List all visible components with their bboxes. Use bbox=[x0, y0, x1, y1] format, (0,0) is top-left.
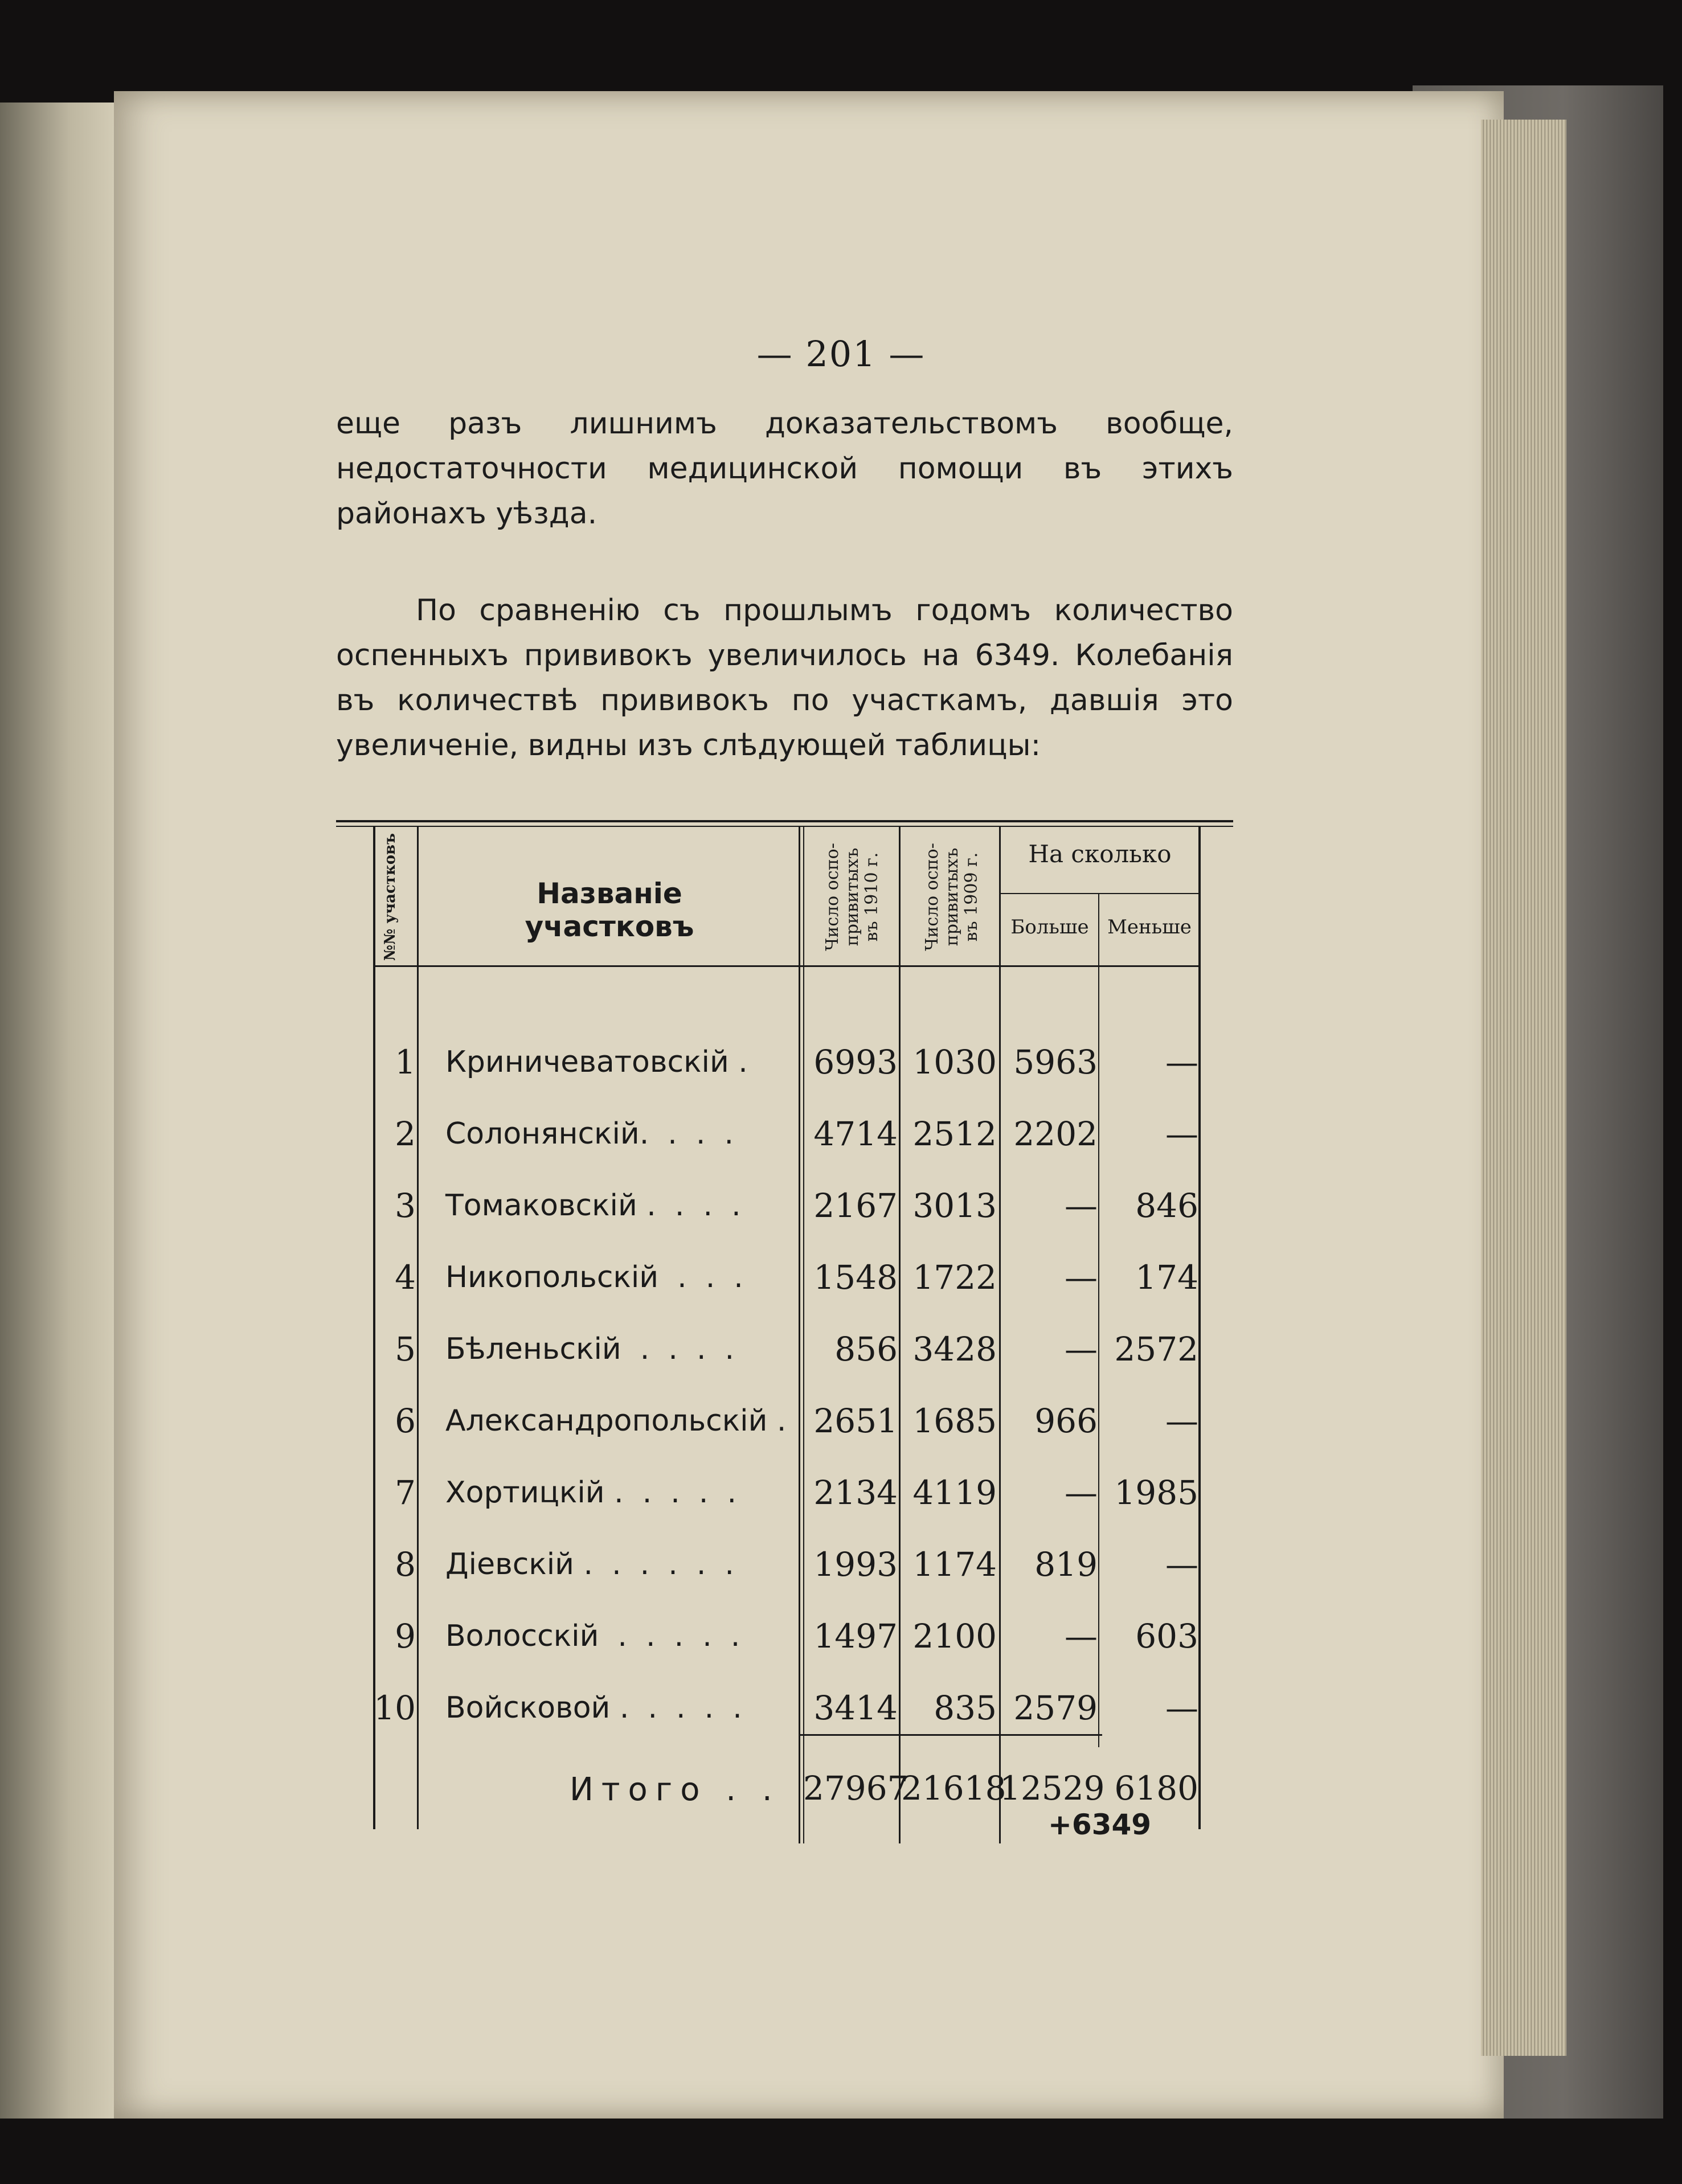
value-more: — bbox=[1065, 1258, 1098, 1297]
value-less: — bbox=[1165, 1043, 1198, 1081]
value-less: — bbox=[1165, 1689, 1198, 1727]
value-1909: 3428 bbox=[912, 1330, 997, 1368]
district-name: Томаковскій . . . . bbox=[445, 1189, 741, 1223]
value-1910: 2167 bbox=[813, 1186, 898, 1225]
value-1910: 1548 bbox=[813, 1258, 898, 1297]
value-more: 2579 bbox=[1013, 1689, 1098, 1727]
district-name: Войсковой . . . . . bbox=[445, 1691, 742, 1725]
row-number: 1 bbox=[395, 1043, 416, 1081]
value-more: 2202 bbox=[1013, 1114, 1098, 1153]
header-more: Больше bbox=[1010, 916, 1089, 939]
value-1909: 1722 bbox=[912, 1258, 997, 1297]
row-number: 7 bbox=[395, 1473, 416, 1512]
value-more: 819 bbox=[1034, 1545, 1098, 1584]
value-1909: 3013 bbox=[912, 1186, 997, 1225]
value-less: — bbox=[1165, 1402, 1198, 1440]
value-1909: 1174 bbox=[912, 1545, 997, 1584]
value-1909: 4119 bbox=[912, 1473, 997, 1512]
district-name: Волосскій . . . . . bbox=[445, 1619, 740, 1653]
district-name: Діевскій . . . . . . bbox=[445, 1547, 734, 1581]
row-number: 10 bbox=[374, 1689, 416, 1727]
value-1909: 1685 bbox=[912, 1402, 997, 1440]
paragraph-continuation: еще разъ лишнимъ доказательствомъ вообще, недостаточности медицинской помощи въ этихъ районахъ уѣзда. bbox=[336, 407, 1233, 531]
total-1909: 21618 bbox=[901, 1769, 1006, 1808]
value-more: — bbox=[1065, 1617, 1098, 1656]
value-1909: 2100 bbox=[912, 1617, 997, 1656]
row-number: 3 bbox=[395, 1186, 416, 1225]
value-1910: 856 bbox=[834, 1330, 898, 1368]
district-name: Хортицкій . . . . . bbox=[445, 1476, 736, 1510]
header-1910: Число оспо- привитыхъ въ 1910 г. bbox=[822, 843, 882, 951]
total-1910: 27967 bbox=[803, 1769, 908, 1808]
row-number: 8 bbox=[395, 1545, 416, 1584]
table-row bbox=[0, 1458, 1682, 1530]
value-less: 846 bbox=[1135, 1186, 1198, 1225]
value-more: — bbox=[1065, 1473, 1098, 1512]
value-more: 966 bbox=[1034, 1402, 1098, 1440]
row-number: 4 bbox=[395, 1258, 416, 1297]
header-less: Меньше bbox=[1107, 916, 1192, 939]
value-1909: 2512 bbox=[912, 1114, 997, 1153]
value-less: 2572 bbox=[1114, 1330, 1198, 1368]
total-row bbox=[0, 1754, 1682, 1826]
value-1910: 3414 bbox=[813, 1689, 898, 1727]
table-row bbox=[0, 1674, 1682, 1745]
header-1909: Число оспо- привитыхъ въ 1909 г. bbox=[922, 843, 981, 951]
value-less: — bbox=[1165, 1114, 1198, 1153]
total-more: 12529 bbox=[1000, 1769, 1105, 1808]
header-num: №№ участковъ bbox=[382, 833, 399, 961]
value-more: — bbox=[1065, 1330, 1098, 1368]
value-1909: 1030 bbox=[912, 1043, 997, 1081]
value-1910: 6993 bbox=[813, 1043, 898, 1081]
district-name: Криничеватовскій . bbox=[445, 1045, 748, 1079]
table-row bbox=[0, 1171, 1682, 1243]
net-difference: +6349 bbox=[1048, 1808, 1152, 1841]
value-more: — bbox=[1065, 1186, 1098, 1225]
district-name: Никопольскій . . . bbox=[445, 1260, 743, 1294]
value-1910: 1993 bbox=[813, 1545, 898, 1584]
value-more: 5963 bbox=[1013, 1043, 1098, 1081]
paragraph-comparison: По сравненію съ прошлымъ годомъ количество оспенныхъ прививокъ увеличилось на 6349. Колебанія въ количествѣ прививокъ по участкамъ, давшія это увеличеніе, видны изъ слѣдующей таблицы: bbox=[336, 593, 1233, 763]
table-row bbox=[0, 1530, 1682, 1602]
value-1910: 4714 bbox=[813, 1114, 898, 1153]
table-row bbox=[0, 1028, 1682, 1100]
value-less: 603 bbox=[1135, 1617, 1198, 1656]
page-number: — 201 — bbox=[756, 333, 926, 375]
table-row bbox=[0, 1387, 1682, 1458]
district-name: Александропольскій . bbox=[445, 1404, 787, 1438]
value-1910: 2651 bbox=[813, 1402, 898, 1440]
header-name: Названіе участковъ bbox=[525, 877, 694, 943]
value-1909: 835 bbox=[934, 1689, 997, 1727]
district-name: Солонянскій. . . . bbox=[445, 1117, 734, 1151]
table-row bbox=[0, 1602, 1682, 1674]
value-1910: 1497 bbox=[813, 1617, 898, 1656]
row-number: 9 bbox=[395, 1617, 416, 1656]
table-row bbox=[0, 1243, 1682, 1315]
table-top-rule-inner bbox=[336, 826, 1233, 827]
value-less: 174 bbox=[1135, 1258, 1198, 1297]
row-number: 6 bbox=[395, 1402, 416, 1440]
table-row bbox=[0, 1315, 1682, 1387]
table-row bbox=[0, 1100, 1682, 1171]
value-1910: 2134 bbox=[813, 1473, 898, 1512]
header-bottom-rule bbox=[373, 965, 1200, 967]
header-how-much: На сколько bbox=[1028, 840, 1172, 868]
total-label: Итого . . bbox=[570, 1771, 780, 1808]
subheader-rule bbox=[1000, 893, 1200, 894]
table-top-rule bbox=[336, 820, 1233, 822]
row-number: 5 bbox=[395, 1330, 416, 1368]
total-less: 6180 bbox=[1114, 1769, 1198, 1808]
value-less: — bbox=[1165, 1545, 1198, 1584]
district-name: Бѣленьскій . . . . bbox=[445, 1332, 735, 1366]
value-less: 1985 bbox=[1114, 1473, 1198, 1512]
row-number: 2 bbox=[395, 1114, 416, 1153]
